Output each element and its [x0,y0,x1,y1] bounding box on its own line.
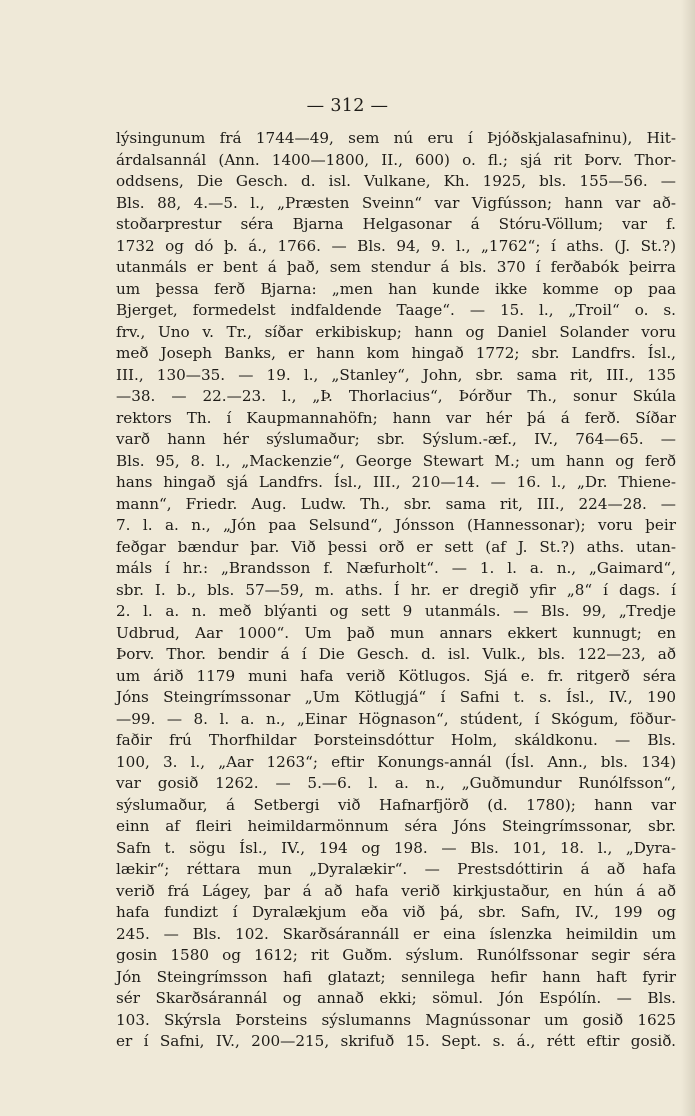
text-line-43: er í Safni, IV., 200—215, skrifuð 15. Sept. s. á., rétt eftir gosið. [116,1032,676,1050]
text-line-35: lækir“; réttara mun „Dyralækir“. — Prestsdóttirin á að hafa [116,860,676,878]
text-line-16: Bls. 95, 8. l., „Mackenzie“, George Stewart M.; um hann og ferð [116,451,676,470]
text-line-14: rektors Th. í Kaupmannahöfn; hann var hér þá á ferð. Síðar [116,408,676,427]
text-line-2: árdalsannál (Ann. 1400—1800, II., 600) o. fl.; sjá rit Þorv. Thor- [116,150,676,169]
text-line-9: Bjerget, formedelst indfaldende Taage“. — 15. l., „Troil“ o. s. [116,301,676,319]
text-line-20: feðgar bændur þar. Við þessi orð er sett (af J. St.?) aths. utan- [116,537,676,556]
text-line-33: einn af fleiri heimildarmönnum séra Jóns Steingrímssonar, sbr. [116,817,676,835]
page-edge-shadow [681,0,695,1116]
text-line-15: varð hann hér sýslumaður; sbr. Sýslum.-æf., IV., 764—65. — [116,430,676,448]
text-line-38: 245. — Bls. 102. Skarðsárannáll er eina íslenzka heimildin um [116,924,676,943]
text-line-18: mann“, Friedr. Aug. Ludw. Th., sbr. sama rit, III., 224—28. — [116,494,676,513]
page-number: — 312 — [306,96,389,116]
text-line-21: máls í hr.: „Brandsson f. Næfurholt“. — 1. l. a. n., „Gaimard“, [116,559,676,577]
body-text [116,128,676,1053]
text-line-39: gosin 1580 og 1612; rit Guðm. sýslum. Runólfssonar segir séra [116,946,676,964]
text-line-1: lýsingunum frá 1744—49, sem nú eru í Þjóðskjalasafninu), Hit- [116,129,676,147]
text-line-34: Safn t. sögu Ísl., IV., 194 og 198. — Bls. 101, 18. l., „Dyra- [116,838,676,857]
text-line-4: Bls. 88, 4.—5. l., „Præsten Sveinn“ var Vigfússon; hann var að- [116,193,676,212]
text-line-27: Jóns Steingrímssonar „Um Kötlugjá“ í Safni t. s. Ísl., IV., 190 [116,688,676,706]
text-line-11: með Joseph Banks, er hann kom hingað 1772; sbr. Landfrs. Ísl., [116,344,676,362]
text-line-26: um árið 1179 muni hafa verið Kötlugos. Sjá e. fr. ritgerð séra [116,666,676,685]
text-line-25: Þorv. Thor. bendir á í Die Gesch. d. isl. Vulk., bls. 122—23, að [116,645,676,663]
text-line-10: frv., Uno v. Tr., síðar erkibiskup; hann og Daniel Solander voru [116,322,676,341]
text-line-40: Jón Steingrímsson hafi glatazt; sennilega hefir hann haft fyrir [116,967,676,986]
text-line-31: var gosið 1262. — 5.—6. l. a. n., „Guðmundur Runólfsson“, [116,774,676,792]
text-line-6: 1732 og dó þ. á., 1766. — Bls. 94, 9. l., „1762“; í aths. (J. St.?) [116,236,676,255]
text-line-36: verið frá Lágey, þar á að hafa verið kirkjustaður, en hún á að [116,881,676,900]
text-line-37: hafa fundizt í Dyralækjum eða við þá, sbr. Safn, IV., 199 og [116,903,676,921]
text-line-5: stoðarprestur séra Bjarna Helgasonar á Stóru-Völlum; var f. [116,215,676,233]
text-line-17: hans hingað sjá Landfrs. Ísl., III., 210—14. — 16. l., „Dr. Thiene- [116,473,676,491]
text-line-29: faðir frú Thorfhildar Þorsteinsdóttur Holm, skáldkonu. — Bls. [116,731,676,749]
text-line-24: Udbrud, Aar 1000“. Um það mun annars ekkert kunnugt; en [116,623,676,642]
text-line-13: —38. — 22.—23. l., „Þ. Thorlacius“, Þórður Th., sonur Skúla [116,387,676,405]
text-line-28: —99. — 8. l. a. n., „Einar Högnason“, stúdent, í Skógum, föður- [116,709,676,728]
text-line-19: 7. l. a. n., „Jón paa Selsund“, Jónsson (Hannessonar); voru þeir [116,516,676,534]
text-line-41: sér Skarðsárannál og annað ekki; sömul. Jón Espólín. — Bls. [116,989,676,1007]
text-line-8: um þessa ferð Bjarna: „men han kunde ikke komme op paa [116,279,676,298]
text-line-22: sbr. I. b., bls. 57—59, m. aths. Í hr. er dregið yfir „8“ í dags. í [116,580,676,599]
text-line-32: sýslumaður, á Setbergi við Hafnarfjörð (d. 1780); hann var [116,795,676,814]
text-line-42: 103. Skýrsla Þorsteins sýslumanns Magnússonar um gosið 1625 [116,1010,676,1029]
text-line-7: utanmáls er bent á það, sem stendur á bls. 370 í ferðabók þeirra [116,258,676,276]
text-line-23: 2. l. a. n. með blýanti og sett 9 utanmáls. — Bls. 99, „Tredje [116,602,676,620]
text-line-30: 100, 3. l., „Aar 1263“; eftir Konungs-annál (Ísl. Ann., bls. 134) [116,752,676,771]
text-line-3: oddsens, Die Gesch. d. isl. Vulkane, Kh. 1925, bls. 155—56. — [116,172,676,190]
text-line-12: III., 130—35. — 19. l., „Stanley“, John, sbr. sama rit, III., 135 [116,365,676,384]
